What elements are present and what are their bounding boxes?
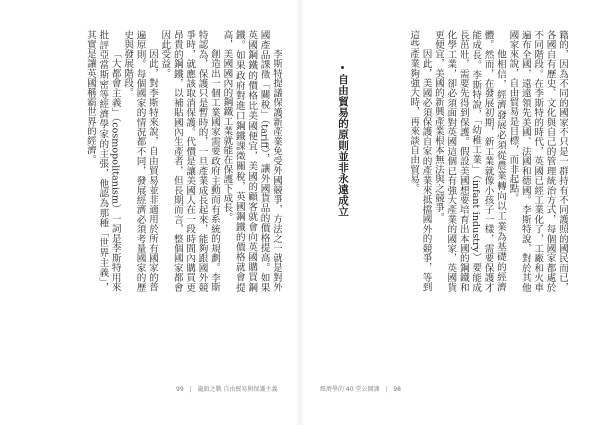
left-page-body [46, 30, 282, 292]
footer-separator: | [385, 386, 388, 393]
heading-bullet-icon [341, 66, 344, 69]
running-title-right: 經濟學的 40 堂公開課 [320, 386, 380, 393]
section-heading-text: 自由貿易的原則並非永遠成立 [337, 74, 349, 217]
right-page-body [372, 30, 568, 292]
footer-left [176, 386, 277, 394]
footer-right [320, 386, 401, 394]
body-paragraph: 因此，對李斯特來說，自由貿易並非適用於所有國家的普遍原則。每個國家的情況都不同，發展經濟必須考量國家的歷史與發展階段。 [122, 30, 158, 292]
running-title-left: 龍頭之戰 自由貿易與保護主義 [197, 386, 278, 393]
body-paragraph: 籍的，因為不同的國家不只是一群持有不同護照的國民而已，各國自有歷史、文化與自己的管理統治方式，每個國家都處於不同階段。在李斯特的時代，英國已經工業化了，工廠和火車遍布全國，遠遠領先美國、法國和德國。李斯特說，對於其他國家來說，自由貿易是目標，而非起點。 [507, 30, 568, 292]
body-paragraph: 因此，美國必須保護自家的產業來抵擋國外的競爭，等到這些產業夠強大時，再來談自由貿易。 [408, 30, 432, 292]
footer-separator: | [189, 386, 192, 393]
body-paragraph: 李斯特提議保護新產業免受外國競爭，方法之一就是對外國產品課徵「關稅」（tariff），讓外國貨品的價格提高。如果英國鋼鐵的價格比美國便宜，美國的顧客就會向英國購買鋼鐵。如果政府對進口鋼鐵課徵關稅，英國鋼鐵的價格就會提高，美國國內的鋼鐵工業就能在保護下成長。 [221, 30, 282, 292]
body-paragraph: 他相信，經濟發展必須從農業轉向以工業為基礎的經濟體。然而，在發展初期，新工業就像小孩子一樣，需要保護才能成長。李斯特說，「幼稚工業」（infant industry）要能成長茁壯，需要先得到保護。假設美國想要培育出本國的鋼鐵和化學工業，卻必須面對英國這個已有強大產業的國家，英國貨更便宜，美國的新興產業根本無法與之競爭。 [432, 30, 506, 292]
body-paragraph: 「大都會主義」（cosmopolitanism）一詞是李斯特用來批評亞當斯密等經濟學家的主張，他認為那種「世界主義」，其實是讓英國稱霸世界的經濟。 [84, 30, 121, 292]
page-number-right: 98 [393, 386, 401, 393]
page-number-left: 99 [176, 386, 184, 393]
body-paragraph: 創造出一個工業國家需要政府主動而有系統的規劃。李斯特認為，保護只是暫時的，一旦產業成長起來，能夠跟國外競爭時，就應該取消保護。代價是讓美國人在一段時間內購買更昂貴的鋼鐵，以補貼國內生產者，但長期而言，整個國家都會因此受益。 [159, 30, 220, 292]
page-gutter [296, 0, 304, 425]
